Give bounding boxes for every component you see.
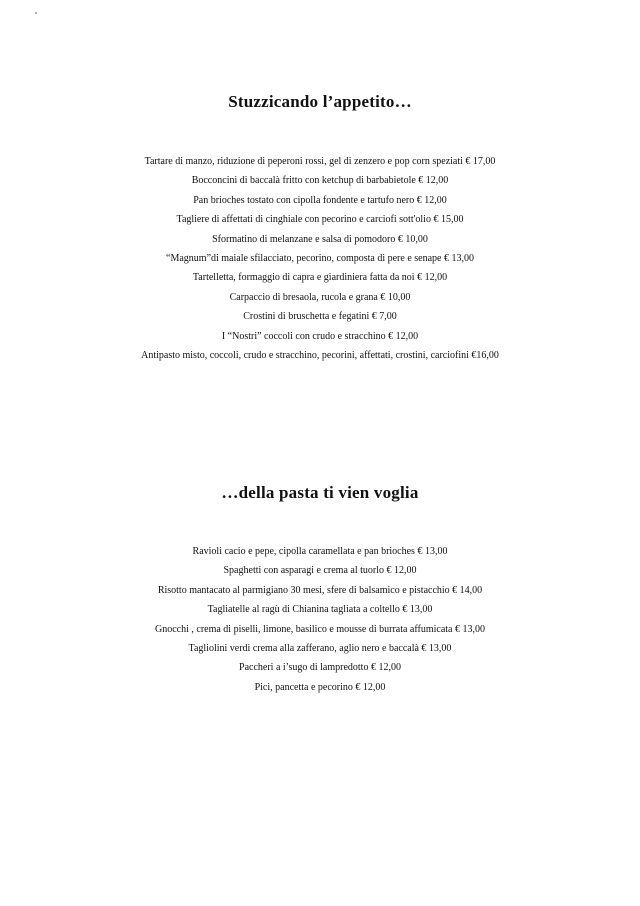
menu-item: Antipasto misto, coccoli, crudo e stracchino, pecorini, affettati, crostini, carciofini €16,00 — [141, 350, 499, 362]
antipasti-list — [0, 152, 640, 365]
menu-item: I “Nostri” coccoli con crudo e stracchino € 12,00 — [221, 330, 419, 342]
menu-item: Risotto mantacato al parmigiano 30 mesi, sfere di balsamico e pistacchio € 14,00 — [157, 584, 483, 596]
menu-item: “Magnum”di maiale sfilacciato, pecorino, composta di pere e senape € 13,00 — [166, 253, 474, 265]
menu-item: Tagliatelle al ragù di Chianina tagliata a coltello € 13,00 — [207, 604, 433, 616]
menu-item: Ravioli cacio e pepe, cipolla caramellata e pan brioches € 13,00 — [192, 546, 448, 557]
menu-item: Carpaccio di bresaola, rucola e grana € 10,00 — [229, 291, 411, 303]
scan-speck — [35, 12, 37, 14]
menu-item: Spaghetti con asparagi e crema al tuorlo € 12,00 — [223, 565, 417, 577]
menu-item: Bocconcini di baccalà fritto con ketchup di barbabietole € 12,00 — [191, 175, 449, 187]
pasta-list — [0, 542, 640, 697]
menu-item: Crostini di bruschetta e fegatini € 7,00 — [243, 311, 397, 323]
menu-item: Tagliere di affettati di cinghiale con pecorino e carciofi sott'olio € 15,00 — [176, 214, 464, 226]
menu-item: Pan brioches tostato con cipolla fondente e tartufo nero € 12,00 — [193, 194, 447, 206]
menu-item: Sformatino di melanzane e salsa di pomodoro € 10,00 — [212, 233, 428, 245]
menu-item: Pici, pancetta e pecorino € 12,00 — [254, 681, 386, 693]
menu-item: Gnocchi , crema di piselli, limone, basilico e mousse di burrata affumicata € 13,00 — [155, 623, 485, 635]
section-title-antipasti: Stuzzicando l’appetito… — [228, 92, 412, 111]
section-title-pasta: …della pasta ti vien voglia — [221, 483, 419, 502]
menu-item: Paccheri a i’sugo di lampredotto € 12,00 — [239, 662, 401, 674]
menu-item: Tagliolini verdi crema alla zafferano, aglio nero e baccalà € 13,00 — [188, 643, 452, 655]
menu-item: Tartare di manzo, riduzione di peperoni rossi, gel di zenzero e pop corn speziati € 17,00 — [144, 156, 496, 167]
menu-item: Tartelletta, formaggio di capra e giardiniera fatta da noi € 12,00 — [192, 272, 448, 284]
